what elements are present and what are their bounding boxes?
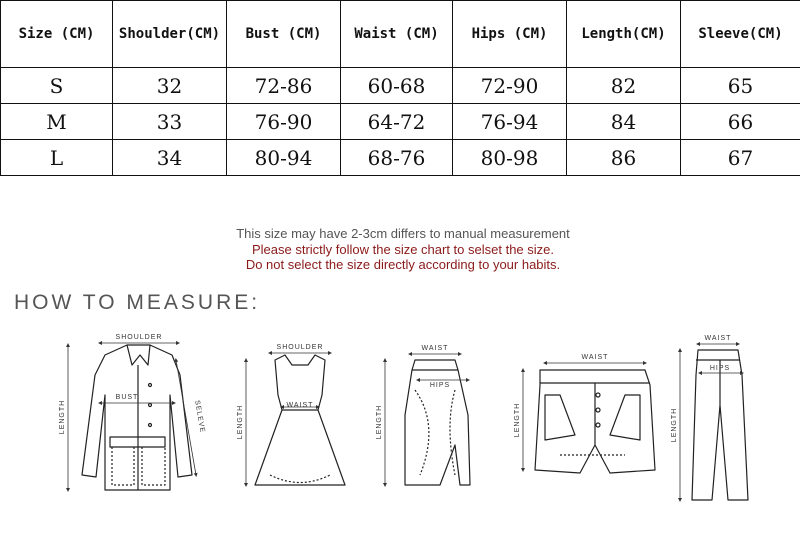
cell-length: 86 — [567, 140, 681, 176]
table-row — [1, 140, 800, 176]
jacket-bust-label: BUST — [115, 394, 139, 401]
skirt-length-label: LENGTH — [376, 404, 383, 440]
cell-size: M — [1, 104, 113, 140]
table-header-row — [1, 1, 800, 68]
cell-sleeve: 67 — [681, 140, 800, 176]
cell-size: L — [1, 140, 113, 176]
dress-illustration — [255, 355, 345, 485]
header-shoulder: Shoulder(CM) — [113, 1, 227, 68]
cell-sleeve: 65 — [681, 68, 800, 104]
jacket-illustration — [82, 345, 192, 490]
pants-waist-label: WAIST — [704, 335, 732, 342]
cell-waist: 64-72 — [341, 104, 453, 140]
header-length: Length(CM) — [567, 1, 681, 68]
table-row — [1, 68, 800, 104]
table-row — [1, 104, 800, 140]
cell-waist: 60-68 — [341, 68, 453, 104]
cell-length: 84 — [567, 104, 681, 140]
pants-hips-label: HIPS — [709, 365, 731, 372]
note-follow-chart: Please strictly follow the size chart to selset the size. — [251, 242, 554, 257]
pants-illustration — [692, 350, 748, 500]
jacket-length-label: LENGTH — [59, 399, 66, 435]
cell-shoulder: 32 — [113, 68, 227, 104]
pants-length-label: LENGTH — [671, 407, 678, 443]
how-to-measure-heading: HOW TO MEASURE: — [14, 291, 261, 314]
cell-bust: 80-94 — [227, 140, 341, 176]
cell-bust: 76-90 — [227, 104, 341, 140]
cell-waist: 68-76 — [341, 140, 453, 176]
measurement-illustrations — [0, 325, 800, 535]
shorts-illustration — [535, 370, 655, 473]
dress-length-label: LENGTH — [237, 404, 244, 440]
cell-bust: 72-86 — [227, 68, 341, 104]
cell-sleeve: 66 — [681, 104, 800, 140]
header-size: Size (CM) — [1, 1, 113, 68]
jacket-sleeve-label: SELEVE — [193, 399, 206, 434]
skirt-waist-label: WAIST — [421, 345, 449, 352]
size-chart-table — [0, 0, 800, 176]
cell-hips: 76-94 — [453, 104, 567, 140]
cell-shoulder: 33 — [113, 104, 227, 140]
dress-waist-label: WAIST — [286, 402, 314, 409]
cell-hips: 80-98 — [453, 140, 567, 176]
dress-shoulder-label: SHOULDER — [276, 344, 324, 351]
note-tolerance: This size may have 2-3cm differs to manual measurement — [236, 226, 570, 241]
note-habits: Do not select the size directly according to your habits. — [245, 257, 561, 272]
shorts-waist-label: WAIST — [581, 354, 609, 361]
header-hips: Hips (CM) — [453, 1, 567, 68]
header-bust: Bust (CM) — [227, 1, 341, 68]
header-waist: Waist (CM) — [341, 1, 453, 68]
measurement-notes — [0, 226, 800, 272]
shorts-length-label: LENGTH — [514, 402, 521, 438]
skirt-illustration — [405, 360, 470, 485]
skirt-hips-label: HIPS — [429, 382, 451, 389]
cell-size: S — [1, 68, 113, 104]
cell-shoulder: 34 — [113, 140, 227, 176]
cell-length: 82 — [567, 68, 681, 104]
header-sleeve: Sleeve(CM) — [681, 1, 800, 68]
jacket-shoulder-label: SHOULDER — [115, 334, 163, 341]
cell-hips: 72-90 — [453, 68, 567, 104]
